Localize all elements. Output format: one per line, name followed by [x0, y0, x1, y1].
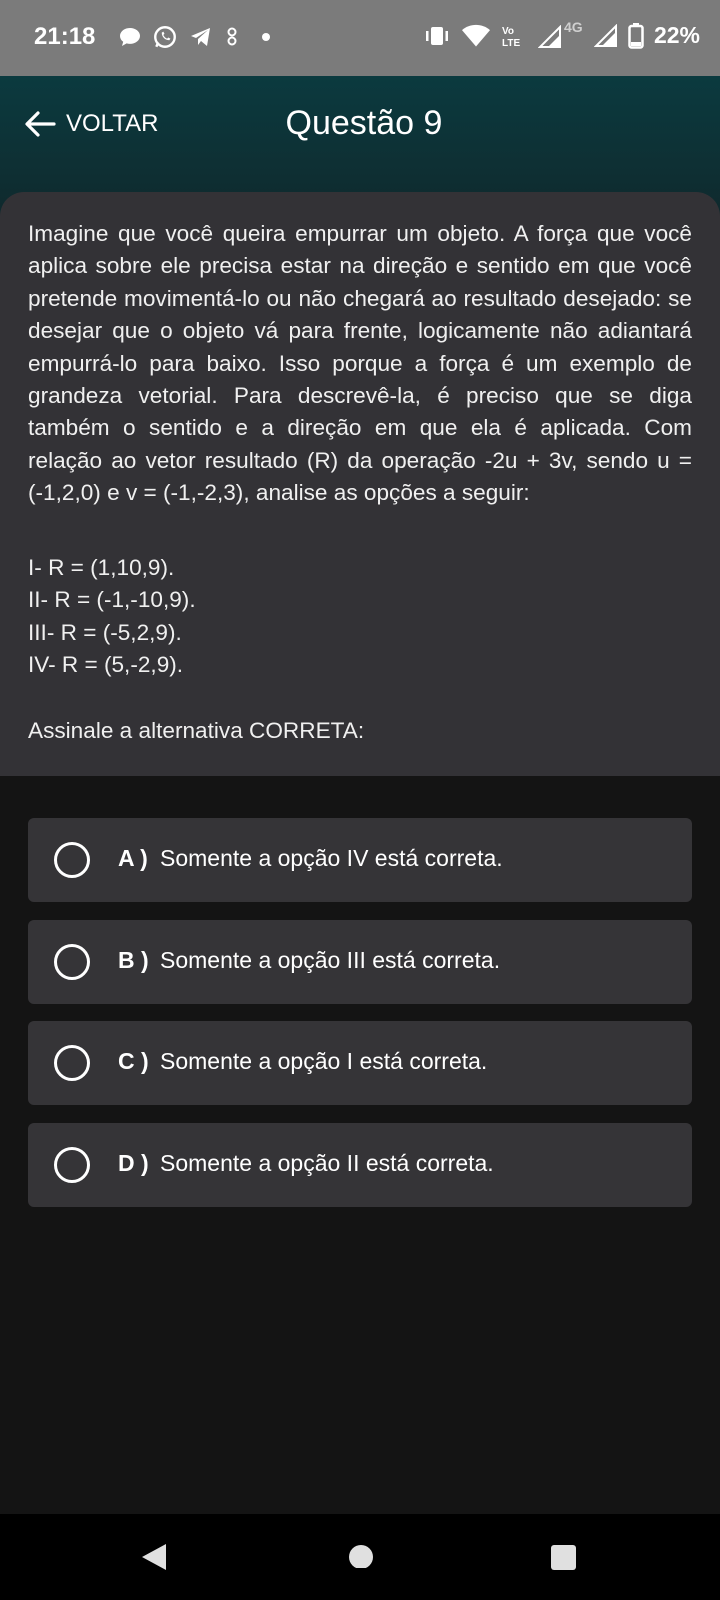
- wifi-icon: [462, 24, 490, 48]
- radio-button[interactable]: [54, 944, 90, 980]
- question-instruction: Assinale a alternativa CORRETA:: [28, 718, 365, 743]
- answer-letter: D ): [118, 1150, 149, 1176]
- nav-recents-icon[interactable]: [550, 1542, 578, 1570]
- radio-button[interactable]: [54, 1147, 90, 1183]
- network-type: 4G: [563, 18, 583, 35]
- nav-back-icon[interactable]: [140, 1542, 168, 1572]
- status-bar: [0, 0, 720, 76]
- battery-percent: 22%: [653, 22, 700, 48]
- signal-icon: [538, 25, 562, 49]
- answer-letter: A ): [118, 845, 148, 871]
- volte-icon: [500, 23, 528, 49]
- statement-item: I- R = (1,10,9).: [28, 555, 175, 580]
- notification-dot: [262, 33, 270, 41]
- statement-item: III- R = (-5,2,9).: [28, 619, 182, 645]
- answer-option-c[interactable]: [28, 1021, 692, 1105]
- vibrate-icon: [422, 24, 452, 48]
- svg-text:Vo: Vo: [501, 25, 514, 37]
- radio-button[interactable]: [54, 842, 90, 878]
- answer-text: Somente a opção II está correta.: [160, 1150, 494, 1176]
- system-nav-bar: [0, 1514, 720, 1600]
- statement-item: IV- R = (5,-2,9).: [28, 652, 184, 678]
- app-icon: [224, 26, 240, 48]
- signal-icon-2: [594, 24, 618, 48]
- answer-text: Somente a opção IV está correta.: [160, 845, 503, 871]
- statement-list: [28, 552, 196, 682]
- whatsapp-icon: [152, 24, 178, 50]
- answer-option-d[interactable]: [28, 1123, 692, 1207]
- back-label: VOLTAR: [66, 110, 159, 137]
- statement-item: II- R = (-1,-10,9).: [28, 587, 196, 613]
- answer-option-a[interactable]: [28, 818, 692, 902]
- answer-text: Somente a opção III está correta.: [160, 947, 501, 973]
- answer-letter: C ): [118, 1048, 149, 1074]
- telegram-icon: [188, 25, 214, 49]
- answer-text: Somente a opção I está correta.: [160, 1048, 488, 1074]
- chat-bubble-icon: [118, 25, 142, 49]
- radio-button[interactable]: [54, 1045, 90, 1081]
- page-title: Questão 9: [285, 104, 443, 142]
- question-text: Imagine que você queira empurrar um objeto. A força que você aplica sobre ele precisa estar na direção e sentido em que você pretende movimentá-lo ou não chegará ao resultado desejado: se desejar que o objeto vá para frente, logicamente não adiantará empurrá-lo para baixo. Isso porque a força é um exemplo de grandeza vetorial. Para descrevê-la, é preciso que se diga também o sentido e a direção em que ela é aplicada. Com relação ao vetor resultado (R) da operação -2u + 3v, sendo u = (-1,2,0) e v = (-1,-2,3), analise as opções a seguir:: [28, 221, 692, 506]
- answer-letter: B ): [118, 947, 149, 973]
- svg-text:LTE: LTE: [501, 37, 521, 49]
- nav-home-icon[interactable]: [348, 1542, 374, 1568]
- question-card: [0, 192, 720, 776]
- status-time: 21:18: [34, 23, 96, 50]
- battery-icon: [628, 23, 644, 49]
- answer-option-b[interactable]: [28, 920, 692, 1004]
